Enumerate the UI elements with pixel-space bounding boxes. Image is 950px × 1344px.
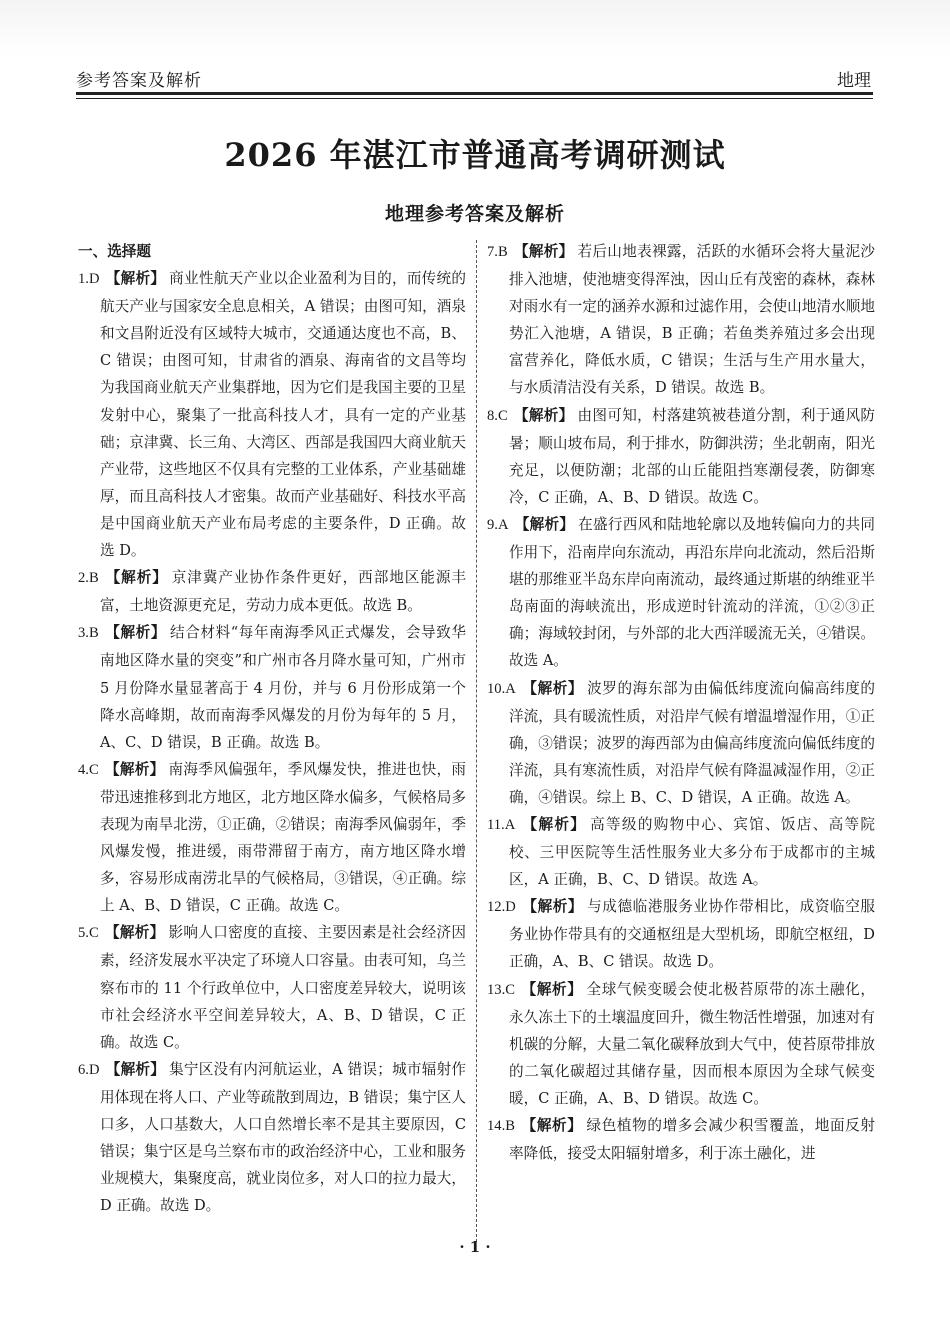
- analysis-tag: 【解析】: [513, 243, 574, 260]
- answer-letter: A: [497, 516, 509, 533]
- analysis-text: 京津冀产业协作条件更好，西部地区能源丰富，土地资源更充足，劳动力成本更低。故选 B。: [100, 569, 466, 615]
- answer-letter: D: [88, 271, 100, 288]
- analysis-tag: 【解析】: [104, 924, 165, 942]
- answer-item: [487, 893, 875, 975]
- answer-letter: C: [88, 761, 99, 778]
- analysis-text: 南海季风偏强年，季风爆发快，推进也快，雨带迅速推移到北方地区，北方地区降水偏多，气候格局多表现为南旱北涝，①正确，②错误；南海季风偏弱年，季风爆发慢，推进缓，雨带滞留于南方，南方地区降水增多，容易形成南涝北旱的气候格局，③错误，④正确。综上 A、B、D 错误，C 正确。故选 C。: [100, 760, 466, 915]
- question-number: 9.: [487, 516, 498, 533]
- analysis-tag: 【解析】: [520, 980, 583, 998]
- running-header: [76, 58, 873, 95]
- header-subject: 地理: [837, 71, 871, 91]
- analysis-text: 绿色植物的增多会减少积雪覆盖，地面反射率降低，接受太阳辐射增多，利于冻土融化，进: [509, 1117, 875, 1163]
- answer-item: [487, 976, 875, 1112]
- right-column: [487, 238, 875, 1167]
- answer-item: [78, 564, 466, 619]
- analysis-text: 在盛行西风和陆地轮廓以及地转偏向力的共同作用下，沿南岸向东流动，再沿东岸向北流动，然后沿斯堪的那维亚半岛东岸向南流动，最终通过斯堪的纳维亚半岛南面的海峡流出，形成逆时针流动的洋流，①②③正确；海域较封闭，与外部的北大西洋暖流无关，④错误。故选 A。: [509, 515, 875, 670]
- analysis-tag: 【解析】: [521, 815, 587, 833]
- question-number: 13.: [487, 981, 506, 998]
- page-number: · 1 ·: [459, 1238, 491, 1256]
- answer-letter: D: [88, 1061, 100, 1078]
- answer-item: [78, 619, 466, 755]
- analysis-tag: 【解析】: [104, 624, 167, 642]
- question-number: 14.: [487, 1118, 506, 1134]
- document-subtitle: 地理参考答案及解析: [384, 203, 565, 225]
- question-number: 1.: [78, 271, 89, 288]
- analysis-text: 商业性航天产业以企业盈利为目的，而传统的航天产业与国家安全息息相关，A 错误；由图可知，酒泉和文昌附近没有区域特大城市，交通通达度也不高，B、C 错误；由图可知，甘肃省的酒泉、海南省的文昌等均为我国商业航天产业集群地，因为它们是我国主要的卫星发射中心，聚集了一批高科技人才，具有一定的产业基础；京津冀、长三角、大湾区、西部是我国四大商业航天产业带，这些地区不仅具有完整的工业体系，产业基础雄厚，而且高科技人才密集。故而产业基础好、科技水平高是中国商业航天产业布局考虑的主要条件，D 正确。故选 D。: [100, 270, 466, 560]
- analysis-text: 结合材料“每年南海季风正式爆发，会导致华南地区降水量的突变”和广州市各月降水量可知，广州市 5 月份降水量显著高于 4 月份，并与 6 月份形成第一个降水高峰期，故而南海季风爆发的月份为每年的 5 月，A、C、D 错误，B 正确。故选 B。: [100, 624, 466, 751]
- answer-item: [78, 265, 466, 564]
- question-number: 12.: [487, 899, 506, 916]
- answer-letter: C: [505, 981, 515, 998]
- answer-letter: C: [497, 407, 508, 424]
- scan-top-band: [0, 0, 950, 56]
- analysis-tag: 【解析】: [514, 515, 575, 533]
- answer-item: [487, 811, 875, 893]
- answer-item: [487, 675, 875, 811]
- answer-letter: B: [497, 244, 508, 260]
- question-list-left: [78, 265, 466, 1219]
- question-number: 6.: [78, 1061, 89, 1078]
- left-column: [78, 238, 466, 1219]
- analysis-text: 高等级的购物中心、宾馆、饭店、高等院校、三甲医院等生活性服务业大多分布于成都市的主城区，A 正确，B、C、D 错误。故选 A。: [509, 815, 875, 889]
- question-number: 11.: [487, 816, 505, 833]
- analysis-tag: 【解析】: [105, 1060, 166, 1078]
- question-number: 7.: [487, 244, 498, 260]
- header-rule: [76, 98, 873, 99]
- answer-item: [78, 1056, 466, 1220]
- question-number: 10.: [487, 680, 506, 697]
- analysis-tag: 【解析】: [105, 270, 166, 288]
- answer-item: [78, 919, 466, 1055]
- answer-letter: B: [88, 625, 99, 642]
- analysis-tag: 【解析】: [520, 1117, 583, 1134]
- answer-letter: A: [504, 816, 516, 833]
- question-number: 3.: [78, 625, 89, 642]
- analysis-text: 与成德临港服务业协作带相比，成资临空服务业协作带具有的交通枢纽是大型机场，即航空枢纽，D 正确，A、B、C 错误。故选 D。: [509, 898, 875, 971]
- analysis-text: 集宁区没有内河航运业，A 错误；城市辐射作用体现在将人口、产业等疏散到周边，B 错误；集宁区人口多，人口基数大，人口自然增长率不是其主要原因，C 错误；集宁区是乌兰察布市的政治经济中心，工业和服务业规模大，集聚度高，就业岗位多，对人口的拉力最大，D 正确。故选 D。: [100, 1060, 466, 1215]
- answer-letter: D: [505, 899, 516, 916]
- question-number: 4.: [78, 761, 89, 778]
- document-title: 2026 年湛江市普通高考调研测试: [224, 136, 726, 174]
- section-heading: 一、选择题: [78, 243, 151, 260]
- answer-item: [487, 1112, 875, 1167]
- analysis-tag: 【解析】: [104, 760, 165, 778]
- answer-item: [78, 756, 466, 920]
- answer-letter: B: [88, 570, 99, 587]
- analysis-tag: 【解析】: [521, 898, 584, 916]
- analysis-text: 若后山地表裸露，活跃的水循环会将大量泥沙排入池塘，使池塘变得浑浊，因山丘有茂密的森林，森林对雨水有一定的涵养水源和过滤作用，会使山地清水顺地势汇入池塘，A 错误，B 正确；若鱼类养殖过多会出现富营养化，降低水质，C 错误；生活与生产用水量大，与水质清洁没有关系，D 错误。故选 B。: [509, 243, 875, 397]
- analysis-text: 由图可知，村落建筑被巷道分割，利于通风防暑；顺山坡布局，利于排水，防御洪涝；坐北朝南，阳光充足，以便防潮；北部的山丘能阻挡寒潮侵袭，防御寒冷，C 正确，A、B、D 错误。故选 C。: [509, 406, 875, 506]
- question-list-right: [487, 238, 875, 1167]
- analysis-text: 波罗的海东部为由偏低纬度流向偏高纬度的洋流，具有暖流性质，对沿岸气候有增温增湿作用，①正确，③错误；波罗的海西部为由偏高纬度流向偏低纬度的洋流，具有寒流性质，对沿岸气候有降温减湿作用，②正确，④错误。综上 B、C、D 错误，A 正确。故选 A。: [509, 679, 875, 806]
- answer-item: [487, 402, 875, 511]
- analysis-text: 影响人口密度的直接、主要因素是社会经济因素，经济发展水平决定了环境人口容量。由表可知，乌兰察布市的 11 个行政单位中，人口密度差异较大，说明该市社会经济水平空间差异较大，A、B、D 错误，C 正确。故选 C。: [100, 924, 466, 1051]
- header-left: 参考答案及解析: [76, 71, 202, 91]
- analysis-text: 全球气候变暖会使北极苔原带的冻土融化，永久冻土下的土壤温度回升，微生物活性增强，加速对有机碳的分解，大量二氧化碳释放到大气中，使苔原带排放的二氧化碳超过其储存量，因而根本原因为全球气候变暖，C 正确，A、B、D 错误。故选 C。: [509, 980, 875, 1107]
- question-number: 2.: [78, 570, 89, 587]
- analysis-tag: 【解析】: [513, 406, 574, 424]
- column-divider: [476, 240, 477, 1242]
- answer-letter: C: [88, 925, 99, 942]
- answer-item: [487, 511, 875, 675]
- answer-letter: A: [505, 680, 516, 697]
- answer-letter: B: [505, 1118, 515, 1134]
- answer-item: [487, 238, 875, 402]
- question-number: 8.: [487, 407, 498, 424]
- question-number: 5.: [78, 925, 89, 942]
- analysis-tag: 【解析】: [104, 569, 168, 587]
- analysis-tag: 【解析】: [521, 679, 584, 697]
